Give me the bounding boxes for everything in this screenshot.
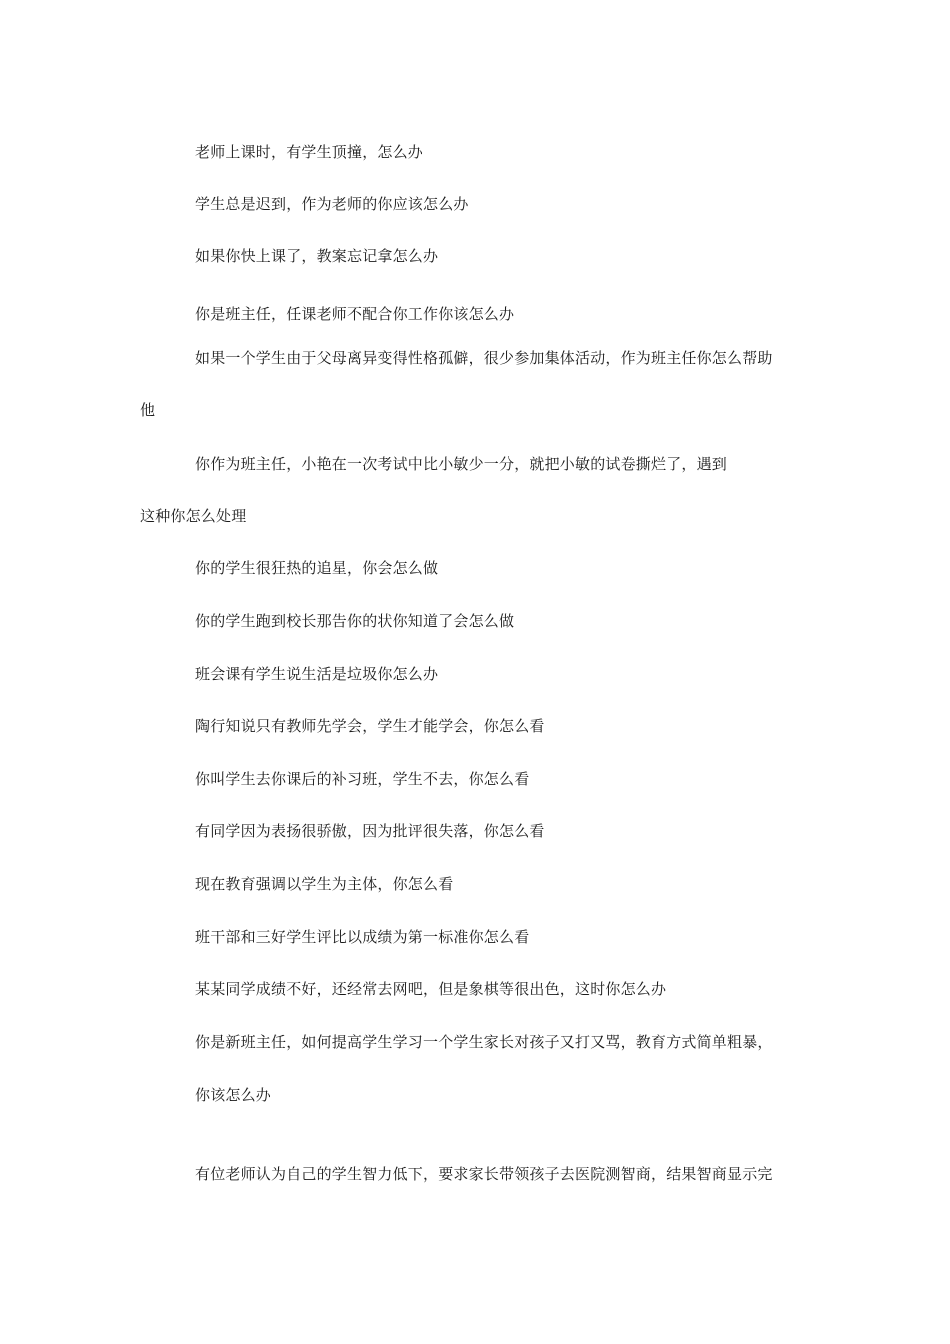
question-line-7: 你的学生很狂热的追星，你会怎么做 — [195, 559, 439, 577]
question-line-17: 有位老师认为自己的学生智力低下，要求家长带领孩子去医院测智商，结果智商显示完 — [195, 1165, 773, 1183]
question-line-16-continuation: 你该怎么办 — [195, 1086, 272, 1104]
question-line-6-continuation: 这种你怎么处理 — [140, 507, 247, 525]
question-line-5-continuation: 他 — [140, 401, 156, 419]
question-line-12: 有同学因为表扬很骄傲，因为批评很失落，你怎么看 — [195, 822, 545, 840]
question-line-10: 陶行知说只有教师先学会，学生才能学会，你怎么看 — [195, 717, 545, 735]
question-line-15: 某某同学成绩不好，还经常去网吧，但是象棋等很出色，这时你怎么办 — [195, 980, 667, 998]
question-line-1: 老师上课时，有学生顶撞，怎么办 — [195, 143, 424, 161]
question-line-2: 学生总是迟到，作为老师的你应该怎么办 — [195, 195, 469, 213]
question-line-16: 你是新班主任，如何提高学生学习一个学生家长对孩子又打又骂，教育方式简单粗暴， — [195, 1033, 773, 1051]
question-line-14: 班干部和三好学生评比以成绩为第一标准你怎么看 — [195, 928, 530, 946]
question-line-13: 现在教育强调以学生为主体，你怎么看 — [195, 875, 454, 893]
question-line-11: 你叫学生去你课后的补习班，学生不去，你怎么看 — [195, 770, 530, 788]
question-line-9: 班会课有学生说生活是垃圾你怎么办 — [195, 665, 439, 683]
question-line-8: 你的学生跑到校长那告你的状你知道了会怎么做 — [195, 612, 515, 630]
question-line-3: 如果你快上课了，教案忘记拿怎么办 — [195, 247, 439, 265]
question-line-6: 你作为班主任，小艳在一次考试中比小敏少一分，就把小敏的试卷撕烂了，遇到 — [195, 455, 728, 473]
question-line-5: 如果一个学生由于父母离异变得性格孤僻，很少参加集体活动，作为班主任你怎么帮助 — [195, 349, 773, 367]
question-line-4: 你是班主任，任课老师不配合你工作你该怎么办 — [195, 305, 515, 323]
